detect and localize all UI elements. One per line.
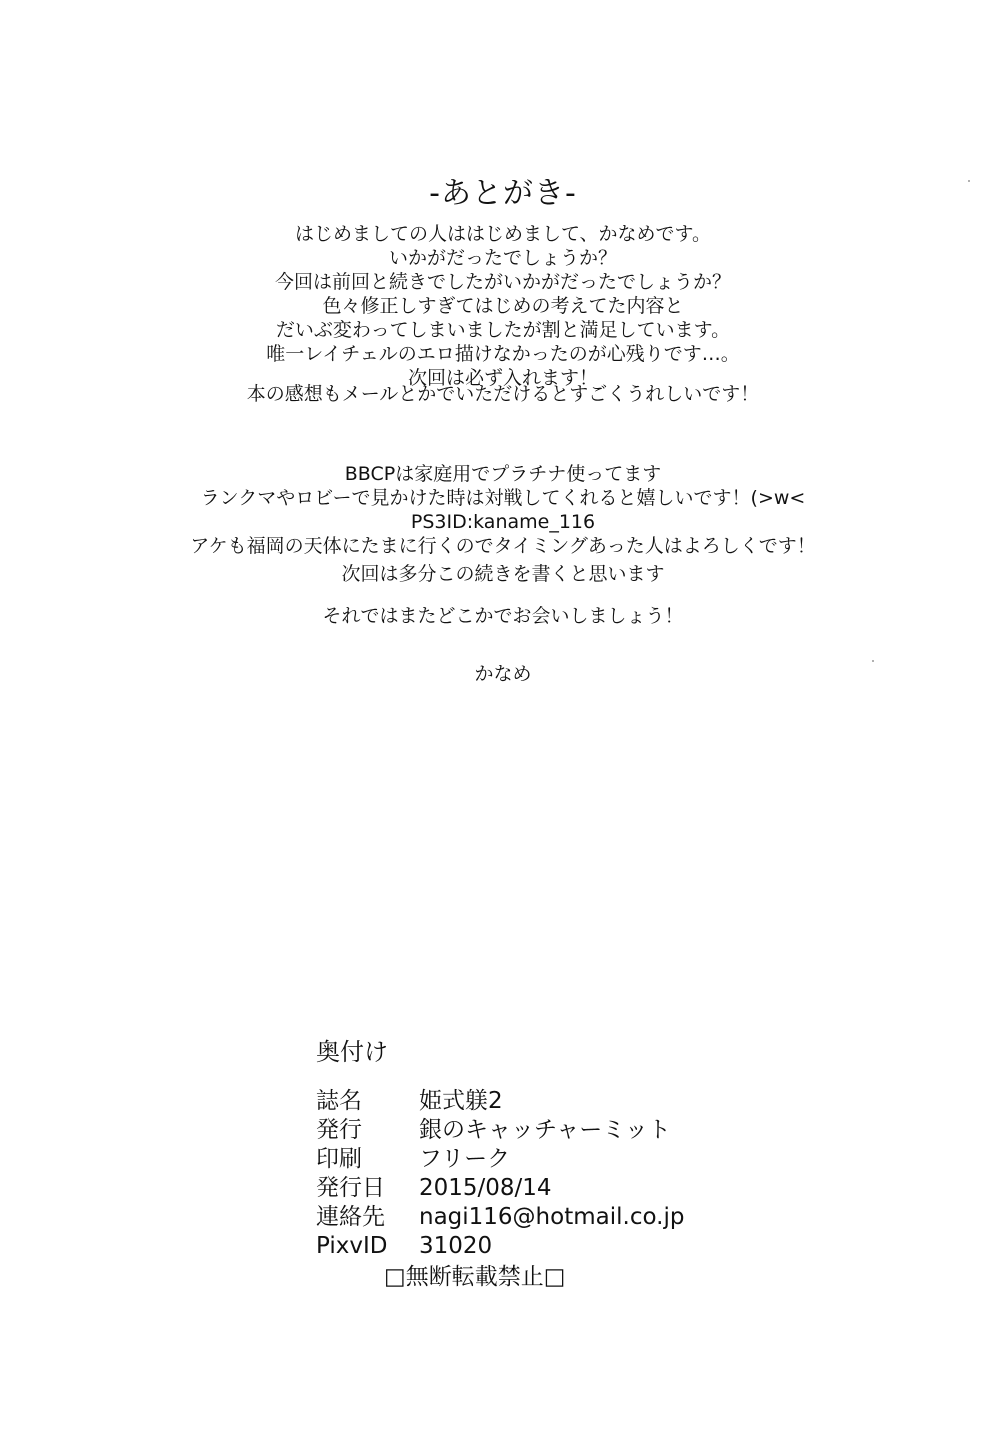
text-line: BBCPは家庭用でプラチナ使ってます	[344, 463, 662, 485]
colophon-value: 2015/08/14	[419, 1175, 552, 1201]
colophon-row-publisher	[316, 1116, 736, 1145]
colophon-row-date	[316, 1174, 736, 1203]
text-line: アケも福岡の天体にたまに行くのでタイミングあった人はよろしくです！	[190, 535, 816, 557]
colophon	[316, 1038, 736, 1292]
scan-speck	[872, 660, 874, 662]
afterword-paragraph-next	[0, 562, 1006, 586]
afterword-signature	[0, 662, 1006, 686]
text-line: 次回は必ず入れます！	[407, 367, 598, 389]
text-line: それではまたどこかでお会いしましょう！	[322, 605, 684, 627]
reprint-prohibited-notice: □無断転載禁止□	[384, 1264, 566, 1290]
scan-speck	[968, 180, 970, 182]
colophon-value: 銀のキャッチャーミット	[419, 1117, 671, 1143]
text-line: ランクマやロビーで見かけた時は対戦してくれると嬉しいです！(>w<	[200, 487, 806, 509]
text-line: 次回は多分この続きを書くと思います	[341, 563, 665, 585]
colophon-label: 発行	[316, 1117, 362, 1143]
afterword-title: -あとがき-	[429, 176, 577, 211]
colophon-label: 印刷	[316, 1146, 362, 1172]
colophon-row-contact	[316, 1203, 736, 1232]
text-line: 色々修正しすぎてはじめの考えてた内容と	[322, 295, 684, 317]
text-line: 本の感想もメールとかでいただけるとすごくうれしいです！	[246, 383, 760, 405]
colophon-label: 誌名	[316, 1088, 362, 1114]
colophon-row-printer	[316, 1145, 736, 1174]
afterword-paragraph-greeting	[0, 222, 1006, 390]
signature-text: かなめ	[474, 663, 532, 685]
afterword-paragraph-farewell	[0, 604, 1006, 628]
colophon-label: PixvID	[316, 1233, 388, 1259]
text-line: 唯一レイチェルのエロ描けなかったのが心残りです…。	[266, 343, 740, 365]
colophon-label: 発行日	[316, 1175, 385, 1201]
colophon-row-title	[316, 1087, 736, 1116]
text-line: PS3ID:kaname_116	[410, 511, 596, 533]
colophon-title: 奥付け	[316, 1038, 388, 1066]
colophon-label: 連絡先	[316, 1204, 385, 1230]
text-line: だいぶ変わってしまいましたが割と満足しています。	[275, 319, 731, 341]
text-line: いかがだったでしょうか？	[388, 247, 617, 269]
colophon-row-pixiv	[316, 1232, 736, 1261]
afterword-paragraph-gaming	[0, 462, 1006, 558]
colophon-value: nagi116@hotmail.co.jp	[419, 1204, 685, 1230]
colophon-value: フリーク	[419, 1146, 511, 1172]
text-line: はじめましての人ははじめまして、かなめです。	[294, 223, 712, 245]
afterword-paragraph-feedback	[0, 382, 1006, 406]
colophon-value: 31020	[419, 1233, 493, 1259]
text-line: 今回は前回と続きでしたがいかがだったでしょうか？	[274, 271, 731, 293]
colophon-value: 姫式躾2	[419, 1088, 503, 1114]
